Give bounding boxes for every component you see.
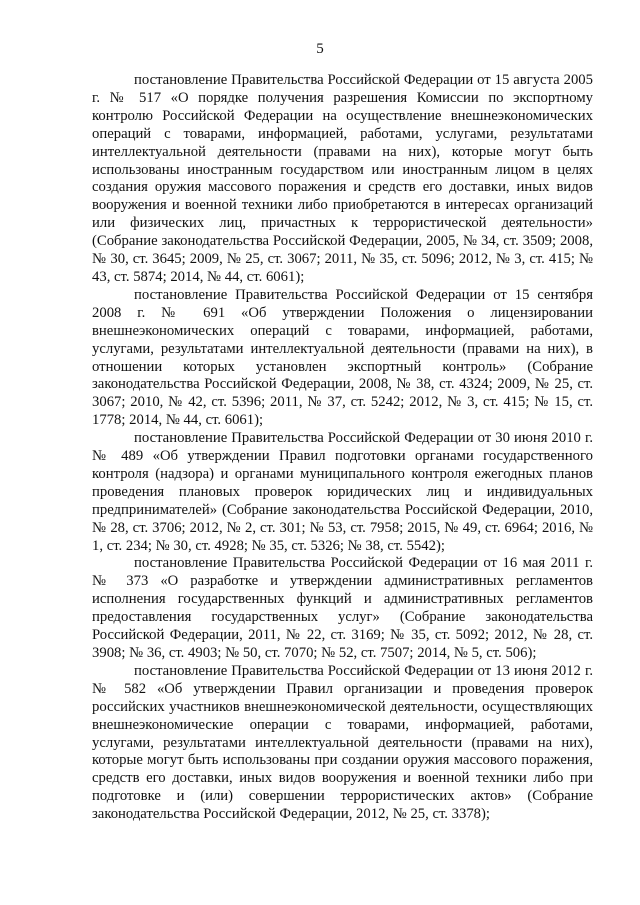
document-body (92, 72, 593, 824)
paragraph-decree-582: постановление Правительства Российской Федерации от 13 июня 2012 г. № 582 «Об утверждении Правил организации и проведения проверок российских участников внешнеэкономической деятельности, осуществляющих внешнеэкономические операции с товарами, информацией, работами, услугами, результатами интеллектуальной деятельности (правами на них), которые могут быть использованы при создании оружия массового поражения, средств его доставки, иных видов вооружения и военной техники либо при подготовке и (или) совершении террористических актов» (Собрание законодательства Российской Федерации, 2012, № 25, ст. 3378); (92, 662, 593, 823)
page-number: 5 (316, 41, 324, 57)
paragraph-decree-517: постановление Правительства Российской Федерации от 15 августа 2005 г. № 517 «О порядке получения разрешения Комиссии по экспортному контролю Российской Федерации на осуществление внешнеэкономических операций с товарами, информацией, работами, услугами, результатами интеллектуальной деятельности (правами на них), которые могут быть использованы иностранным государством или иностранным лицом в целях создания оружия массового поражения и средств его доставки, иных видов вооружения и военной техники либо приобретаются в интересах организаций или физических лиц, причастных к террористической деятельности» (Собрание законодательства Российской Федерации, 2005, № 34, ст. 3509; 2008, № 30, ст. 3645; 2009, № 25, ст. 3067; 2011, № 35, ст. 5096; 2012, № 3, ст. 415; № 43, ст. 5874; 2014, № 44, ст. 6061); (92, 72, 593, 285)
paragraph-decree-373: постановление Правительства Российской Федерации от 16 мая 2011 г. № 373 «О разработке и утверждении административных регламентов исполнения государственных функций и административных регламентов предоставления государственных услуг» (Собрание законодательства Российской Федерации, 2011, № 22, ст. 3169; № 35, ст. 5092; 2012, № 28, ст. 3908; № 36, ст. 4903; № 50, ст. 7070; № 52, ст. 7507; 2014, № 5, ст. 506); (92, 555, 593, 661)
paragraph-decree-691: постановление Правительства Российской Федерации от 15 сентября 2008 г. № 691 «Об утверждении Положения о лицензировании внешнеэкономических операций с товарами, информацией, работами, услугами, результатами интеллектуальной деятельности (правами на них), в отношении которых установлен экспортный контроль» (Собрание законодательства Российской Федерации, 2008, № 38, ст. 4324; 2009, № 25, ст. 3067; 2010, № 42, ст. 5396; 2011, № 37, ст. 5242; 2012, № 3, ст. 415; № 15, ст. 1778; 2014, № 44, ст. 6061); (92, 286, 593, 429)
paragraph-decree-489: постановление Правительства Российской Федерации от 30 июня 2010 г. № 489 «Об утверждении Правил подготовки органами государственного контроля (надзора) и органами муниципального контроля ежегодных планов проведения плановых проверок юридических лиц и индивидуальных предпринимателей» (Собрание законодательства Российской Федерации, 2010, № 28, ст. 3706; 2012, № 2, ст. 301; № 53, ст. 7958; 2015, № 49, ст. 6964; 2016, № 1, ст. 234; № 30, ст. 4928; № 35, ст. 5326; № 38, ст. 5542); (92, 430, 593, 554)
